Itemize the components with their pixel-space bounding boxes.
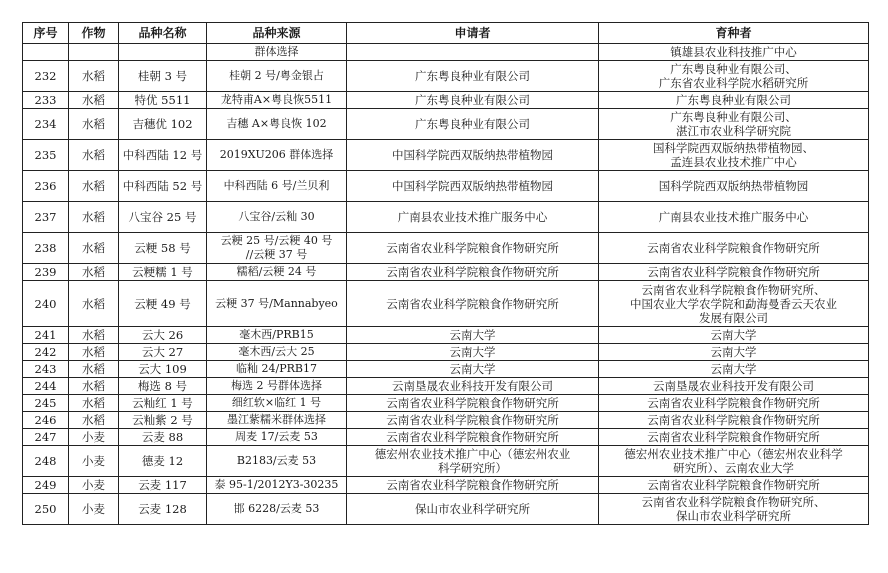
cell-variety-source-line: 2019XU206 群体选择 <box>219 148 334 161</box>
table-row <box>23 429 869 446</box>
cell-serial: 246 <box>23 412 69 429</box>
cell-variety-source <box>207 494 347 525</box>
cell-variety-source-line: 毫木西/PRB15 <box>239 328 314 341</box>
cell-variety-source <box>207 109 347 140</box>
cell-crop: 水稻 <box>69 171 119 202</box>
cell-variety-source <box>207 429 347 446</box>
cell-breeder-line: 中国农业大学农学院和勐海曼香云天农业 <box>630 296 837 311</box>
cell-crop: 水稻 <box>69 361 119 378</box>
cell-applicant <box>347 61 599 92</box>
cell-applicant <box>347 477 599 494</box>
table-row <box>23 344 869 361</box>
cell-variety-name: 八宝谷 25 号 <box>119 202 207 233</box>
cell-breeder-line: 镇雄县农业科技推广中心 <box>670 45 797 59</box>
table-row <box>23 171 869 202</box>
table-row <box>23 281 869 327</box>
header-breeder: 育种者 <box>599 23 869 44</box>
cell-breeder <box>599 344 869 361</box>
cell-variety-name: 云麦 117 <box>119 477 207 494</box>
cell-breeder <box>599 361 869 378</box>
cell-breeder-line: 云南省农业科学院粮食作物研究所、 <box>641 282 826 297</box>
cell-crop: 小麦 <box>69 446 119 477</box>
cell-serial: 232 <box>23 61 69 92</box>
cell-variety-source-line: 糯稻/云粳 24 号 <box>236 265 317 278</box>
table-row <box>23 109 869 140</box>
cell-variety-name: 桂朝 3 号 <box>119 61 207 92</box>
cell-variety-name: 梅选 8 号 <box>119 378 207 395</box>
cell-serial: 245 <box>23 395 69 412</box>
cell-breeder <box>599 44 869 61</box>
cell-variety-name: 云大 109 <box>119 361 207 378</box>
cell-applicant <box>347 378 599 395</box>
header-crop: 作物 <box>69 23 119 44</box>
cell-serial: 236 <box>23 171 69 202</box>
cell-applicant-line: 广东粤良种业有限公司 <box>415 69 530 83</box>
cell-variety-source-line: 墨江紫糯米群体选择 <box>227 413 326 426</box>
cell-variety-source-line: 吉穗 A×粤良恢 102 <box>226 117 327 130</box>
cell-variety-name: 云粳糯 1 号 <box>119 264 207 281</box>
cell-breeder <box>599 92 869 109</box>
cell-breeder <box>599 171 869 202</box>
cell-applicant-line: 云南省农业科学院粮食作物研究所 <box>386 296 559 311</box>
table-row <box>23 92 869 109</box>
cell-variety-source-line: 中科西陆 6 号/兰贝利 <box>223 179 330 192</box>
cell-crop: 小麦 <box>69 477 119 494</box>
cell-breeder <box>599 395 869 412</box>
cell-crop: 水稻 <box>69 140 119 171</box>
cell-variety-source-line: 龙特甫A×粤良恢5511 <box>220 93 333 106</box>
cell-crop: 水稻 <box>69 281 119 327</box>
cell-variety-source-line: 细红软×临红 1 号 <box>231 396 322 409</box>
table-row <box>23 327 869 344</box>
cell-breeder <box>599 264 869 281</box>
cell-crop: 水稻 <box>69 233 119 264</box>
cell-crop: 水稻 <box>69 202 119 233</box>
cell-crop <box>69 44 119 61</box>
cell-serial: 244 <box>23 378 69 395</box>
cell-breeder <box>599 477 869 494</box>
cell-applicant-line: 保山市农业科学研究所 <box>415 502 530 516</box>
cell-variety-source <box>207 61 347 92</box>
cell-serial: 237 <box>23 202 69 233</box>
cell-variety-name <box>119 44 207 61</box>
cell-applicant <box>347 395 599 412</box>
cell-breeder-line: 广东粤良种业有限公司 <box>676 93 791 107</box>
cell-applicant-line: 德宏州农业技术推广中心（德宏州农业 <box>374 447 571 461</box>
document-sheet <box>22 22 868 525</box>
cell-breeder <box>599 140 869 171</box>
cell-applicant-line: 云南省农业科学院粮食作物研究所 <box>386 430 559 444</box>
cell-applicant <box>347 140 599 171</box>
table-row <box>23 361 869 378</box>
cell-applicant <box>347 44 599 61</box>
cell-crop: 水稻 <box>69 344 119 361</box>
table-row <box>23 202 869 233</box>
cell-variety-name: 云粳 58 号 <box>119 233 207 264</box>
header-variety-name: 品种名称 <box>119 23 207 44</box>
cell-breeder-line: 云南垦晟农业科技开发有限公司 <box>653 379 814 393</box>
cell-applicant <box>347 429 599 446</box>
cell-variety-source <box>207 395 347 412</box>
cell-variety-name: 云麦 128 <box>119 494 207 525</box>
cell-applicant-line: 云南省农业科学院粮食作物研究所 <box>386 396 559 410</box>
cell-variety-source <box>207 264 347 281</box>
cell-variety-source-line: 临籼 24/PRB17 <box>236 362 317 375</box>
table-row <box>23 412 869 429</box>
cell-variety-source <box>207 92 347 109</box>
cell-applicant-line: 广南县农业技术推广服务中心 <box>397 210 548 224</box>
cell-breeder-line: 国科学院西双版纳热带植物园 <box>658 179 809 193</box>
table-row <box>23 264 869 281</box>
cell-serial: 233 <box>23 92 69 109</box>
cell-breeder <box>599 281 869 327</box>
cell-breeder-line: 云南省农业科学院粮食作物研究所 <box>647 265 820 279</box>
cell-variety-name: 特优 5511 <box>119 92 207 109</box>
cell-applicant <box>347 233 599 264</box>
cell-applicant <box>347 344 599 361</box>
table-row <box>23 61 869 92</box>
cell-breeder <box>599 412 869 429</box>
cell-variety-source <box>207 446 347 477</box>
header-serial: 序号 <box>23 23 69 44</box>
cell-crop: 水稻 <box>69 92 119 109</box>
cell-breeder-line: 研究所）、云南农业大学 <box>673 461 794 475</box>
cell-breeder <box>599 327 869 344</box>
cell-breeder-line: 云南省农业科学院粮食作物研究所 <box>647 241 820 255</box>
cell-applicant-line: 云南省农业科学院粮食作物研究所 <box>386 478 559 492</box>
cell-variety-source <box>207 477 347 494</box>
cell-serial: 250 <box>23 494 69 525</box>
cell-breeder <box>599 446 869 477</box>
cell-crop: 水稻 <box>69 395 119 412</box>
cell-breeder <box>599 494 869 525</box>
cell-applicant-line: 云南省农业科学院粮食作物研究所 <box>386 265 559 279</box>
cell-serial: 240 <box>23 281 69 327</box>
table-row <box>23 494 869 525</box>
cell-breeder-line: 孟连县农业技术推广中心 <box>670 155 797 169</box>
cell-breeder <box>599 378 869 395</box>
cell-applicant-line: 云南大学 <box>449 328 496 342</box>
cell-variety-source <box>207 361 347 378</box>
cell-serial: 235 <box>23 140 69 171</box>
cell-applicant-line: 中国科学院西双版纳热带植物园 <box>392 179 553 193</box>
cell-applicant <box>347 361 599 378</box>
cell-serial: 239 <box>23 264 69 281</box>
cell-breeder-line: 广东粤良种业有限公司、 <box>670 62 797 76</box>
cell-variety-source <box>207 412 347 429</box>
cell-applicant <box>347 109 599 140</box>
cell-crop: 水稻 <box>69 412 119 429</box>
table-row <box>23 140 869 171</box>
cell-variety-source-line: 八宝谷/云籼 30 <box>238 210 315 223</box>
cell-crop: 水稻 <box>69 327 119 344</box>
cell-breeder-line: 广东粤良种业有限公司、 <box>670 110 797 124</box>
cell-breeder-line: 云南大学 <box>710 362 757 376</box>
cell-variety-source-line: 毫木西/云大 25 <box>238 345 315 358</box>
cell-variety-source-line: 群体选择 <box>254 45 299 58</box>
cell-serial: 238 <box>23 233 69 264</box>
header-variety-source: 品种来源 <box>207 23 347 44</box>
cell-variety-name: 吉穗优 102 <box>119 109 207 140</box>
cell-applicant <box>347 202 599 233</box>
cell-crop: 小麦 <box>69 494 119 525</box>
cell-variety-source-line: 泰 95-1/2012Y3-30235 <box>214 478 339 491</box>
cell-breeder <box>599 202 869 233</box>
cell-variety-source <box>207 327 347 344</box>
table-row <box>23 395 869 412</box>
cell-breeder-line: 广东省农业科学院水稻研究所 <box>658 76 809 90</box>
cell-applicant-line: 云南垦晟农业科技开发有限公司 <box>392 379 553 393</box>
cell-variety-source-line: 周麦 17/云麦 53 <box>235 430 318 443</box>
cell-applicant <box>347 412 599 429</box>
cell-variety-name: 德麦 12 <box>119 446 207 477</box>
cell-serial: 248 <box>23 446 69 477</box>
cell-serial: 234 <box>23 109 69 140</box>
table-row <box>23 378 869 395</box>
cell-applicant <box>347 92 599 109</box>
cell-applicant-line: 广东粤良种业有限公司 <box>415 117 530 131</box>
cell-breeder-line: 云南省农业科学院粮食作物研究所 <box>647 413 820 427</box>
table-row <box>23 44 869 61</box>
cell-applicant <box>347 327 599 344</box>
cell-variety-name: 云大 27 <box>119 344 207 361</box>
cell-variety-source <box>207 140 347 171</box>
cell-applicant-line: 云南省农业科学院粮食作物研究所 <box>386 241 559 255</box>
cell-crop: 小麦 <box>69 429 119 446</box>
cell-applicant-line: 科学研究所） <box>438 461 507 475</box>
table-header-row <box>23 23 869 44</box>
cell-crop: 水稻 <box>69 109 119 140</box>
cell-breeder <box>599 233 869 264</box>
cell-applicant-line: 云南大学 <box>449 345 496 359</box>
variety-table <box>22 22 869 525</box>
cell-variety-name: 云麦 88 <box>119 429 207 446</box>
cell-variety-name: 云粳 49 号 <box>119 281 207 327</box>
cell-applicant <box>347 494 599 525</box>
cell-breeder-line: 保山市农业科学研究所 <box>676 509 791 523</box>
cell-variety-source <box>207 171 347 202</box>
cell-serial: 243 <box>23 361 69 378</box>
cell-serial: 249 <box>23 477 69 494</box>
table-row <box>23 477 869 494</box>
cell-applicant <box>347 446 599 477</box>
cell-variety-source <box>207 344 347 361</box>
cell-breeder-line: 广南县农业技术推广服务中心 <box>658 210 809 224</box>
cell-breeder-line: 云南省农业科学院粮食作物研究所 <box>647 430 820 444</box>
cell-breeder <box>599 109 869 140</box>
cell-crop: 水稻 <box>69 264 119 281</box>
cell-variety-name: 云大 26 <box>119 327 207 344</box>
cell-breeder-line: 云南省农业科学院粮食作物研究所、 <box>641 495 826 509</box>
cell-breeder <box>599 429 869 446</box>
cell-variety-source <box>207 378 347 395</box>
cell-applicant-line: 云南大学 <box>449 362 496 376</box>
cell-variety-source-line: 云粳 25 号/云粳 40 号 <box>220 234 333 247</box>
cell-variety-name: 中科西陆 12 号 <box>119 140 207 171</box>
cell-variety-source-line: 云粳 37 号/Mannabyeo <box>215 296 338 310</box>
cell-variety-source-line: B2183/云麦 53 <box>236 454 317 467</box>
cell-breeder <box>599 61 869 92</box>
cell-serial: 241 <box>23 327 69 344</box>
cell-variety-source-line: //云粳 37 号 <box>245 248 308 261</box>
cell-variety-source <box>207 44 347 61</box>
cell-variety-source-line: 桂朝 2 号/粤金银占 <box>229 69 324 82</box>
cell-applicant-line: 云南省农业科学院粮食作物研究所 <box>386 413 559 427</box>
cell-variety-source-line: 邯 6228/云麦 53 <box>233 502 320 515</box>
header-applicant: 申请者 <box>347 23 599 44</box>
cell-variety-source-line: 梅选 2 号群体选择 <box>231 379 322 392</box>
cell-variety-name: 云籼紫 2 号 <box>119 412 207 429</box>
cell-variety-source <box>207 233 347 264</box>
cell-applicant <box>347 264 599 281</box>
cell-applicant-line: 广东粤良种业有限公司 <box>415 93 530 107</box>
cell-variety-name: 中科西陆 52 号 <box>119 171 207 202</box>
cell-serial: 247 <box>23 429 69 446</box>
cell-variety-source <box>207 281 347 327</box>
cell-breeder-line: 云南省农业科学院粮食作物研究所 <box>647 478 820 492</box>
cell-breeder-line: 云南省农业科学院粮食作物研究所 <box>647 396 820 410</box>
table-body <box>23 44 869 525</box>
cell-breeder-line: 湛江市农业科学研究院 <box>676 124 791 138</box>
cell-applicant-line: 中国科学院西双版纳热带植物园 <box>392 148 553 162</box>
cell-applicant <box>347 171 599 202</box>
table-row <box>23 446 869 477</box>
cell-applicant <box>347 281 599 327</box>
cell-breeder-line: 国科学院西双版纳热带植物园、 <box>653 141 814 155</box>
cell-breeder-line: 云南大学 <box>710 328 757 342</box>
cell-serial: 242 <box>23 344 69 361</box>
cell-crop: 水稻 <box>69 61 119 92</box>
cell-serial <box>23 44 69 61</box>
cell-variety-name: 云籼红 1 号 <box>119 395 207 412</box>
table-row <box>23 233 869 264</box>
cell-breeder-line: 云南大学 <box>710 345 757 359</box>
cell-variety-source <box>207 202 347 233</box>
cell-breeder-line: 发展有限公司 <box>699 310 768 325</box>
cell-breeder-line: 德宏州农业技术推广中心（德宏州农业科学 <box>624 447 843 461</box>
cell-crop: 水稻 <box>69 378 119 395</box>
